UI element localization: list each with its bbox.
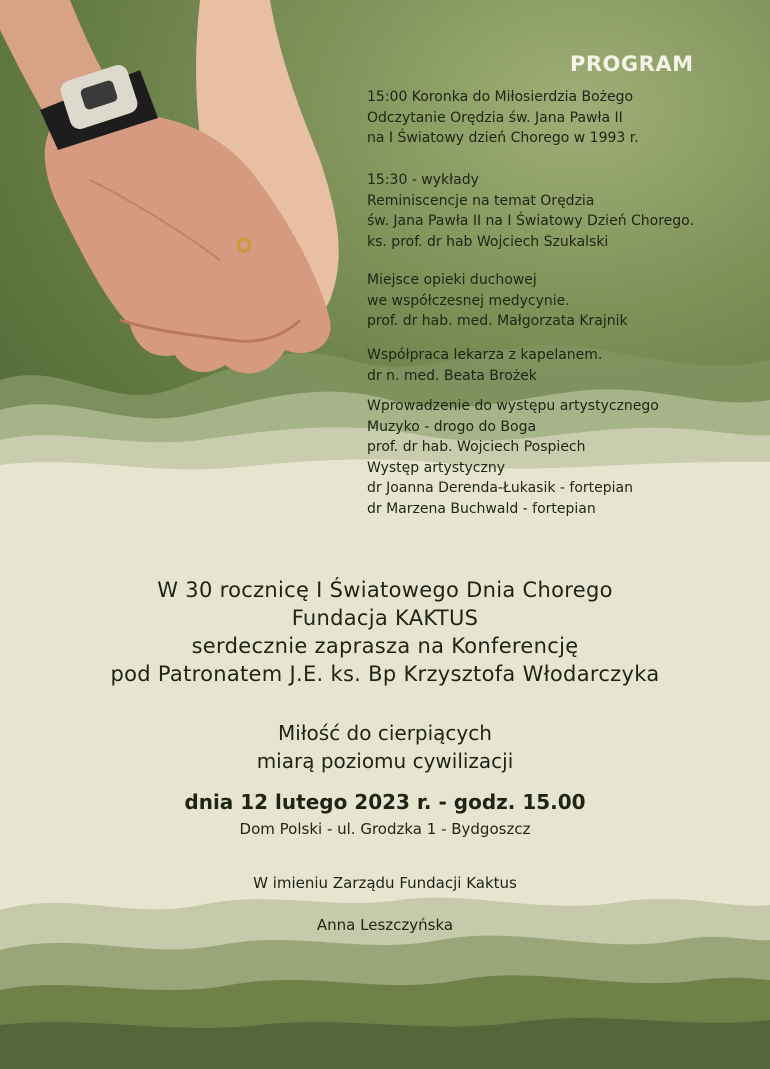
program-block-2: [367, 170, 694, 252]
program-line: 15:30 - wykłady: [367, 172, 479, 188]
headline-line: W 30 rocznicę I Światowego Dnia Chorego: [157, 578, 613, 602]
holding-hands-image: [0, 0, 370, 400]
conference-motto: [0, 719, 770, 775]
event-date: dnia 12 lutego 2023 r. - godz. 15.00: [184, 790, 586, 814]
program-block-5: [367, 396, 659, 519]
program-line: na I Światowy dzień Chorego w 1993 r.: [367, 130, 639, 146]
motto-line: Miłość do cierpiących: [278, 721, 492, 745]
program-line: Reminiscencje na temat Orędzia: [367, 192, 595, 209]
headline-line: pod Patronatem J.E. ks. Bp Krzysztofa Włodarczyka: [110, 662, 660, 686]
program-block-4: [367, 345, 602, 386]
program-line: Muzyko - drogo do Boga: [367, 418, 537, 435]
program-block-1: [367, 87, 639, 149]
program-line: Wprowadzenie do występu artystycznego: [367, 398, 659, 414]
program-line: Odczytanie Orędzia św. Jana Pawła II: [367, 109, 623, 126]
program-line: prof. dr hab. Wojciech Pospiech: [367, 439, 586, 455]
program-line: we współczesnej medycynie.: [367, 292, 570, 309]
program-line: Miejsce opieki duchowej: [367, 272, 537, 288]
program-title: PROGRAM: [570, 52, 694, 76]
program-line: dr Marzena Buchwald - fortepian: [367, 500, 596, 517]
signer-name: Anna Leszczyńska: [316, 916, 454, 934]
invitation-headline: [0, 576, 770, 688]
program-line: Występ artystyczny: [367, 459, 505, 476]
program-line: dr n. med. Beata Brożek: [367, 367, 537, 384]
lower-mountain-waves: [0, 880, 770, 1069]
program-line: św. Jana Pawła II na I Światowy Dzień Chorego.: [367, 213, 694, 229]
program-line: ks. prof. dr hab Wojciech Szukalski: [367, 233, 609, 250]
headline-line: serdecznie zaprasza na Konferencję: [191, 634, 579, 658]
board-signature-label: W imieniu Zarządu Fundacji Kaktus: [253, 874, 517, 892]
cream-background: [0, 470, 770, 940]
program-line: prof. dr hab. med. Małgorzata Krajnik: [367, 313, 628, 329]
program-block-3: [367, 270, 628, 332]
program-line: dr Joanna Derenda-Łukasik - fortepian: [367, 480, 633, 496]
headline-line: Fundacja KAKTUS: [291, 606, 479, 630]
motto-line: miarą poziomu cywilizacji: [256, 749, 514, 773]
program-line: 15:00 Koronka do Miłosierdzia Bożego: [367, 89, 634, 105]
program-line: Współpraca lekarza z kapelanem.: [367, 347, 603, 363]
event-place: Dom Polski - ul. Grodzka 1 - Bydgoszcz: [239, 820, 531, 838]
